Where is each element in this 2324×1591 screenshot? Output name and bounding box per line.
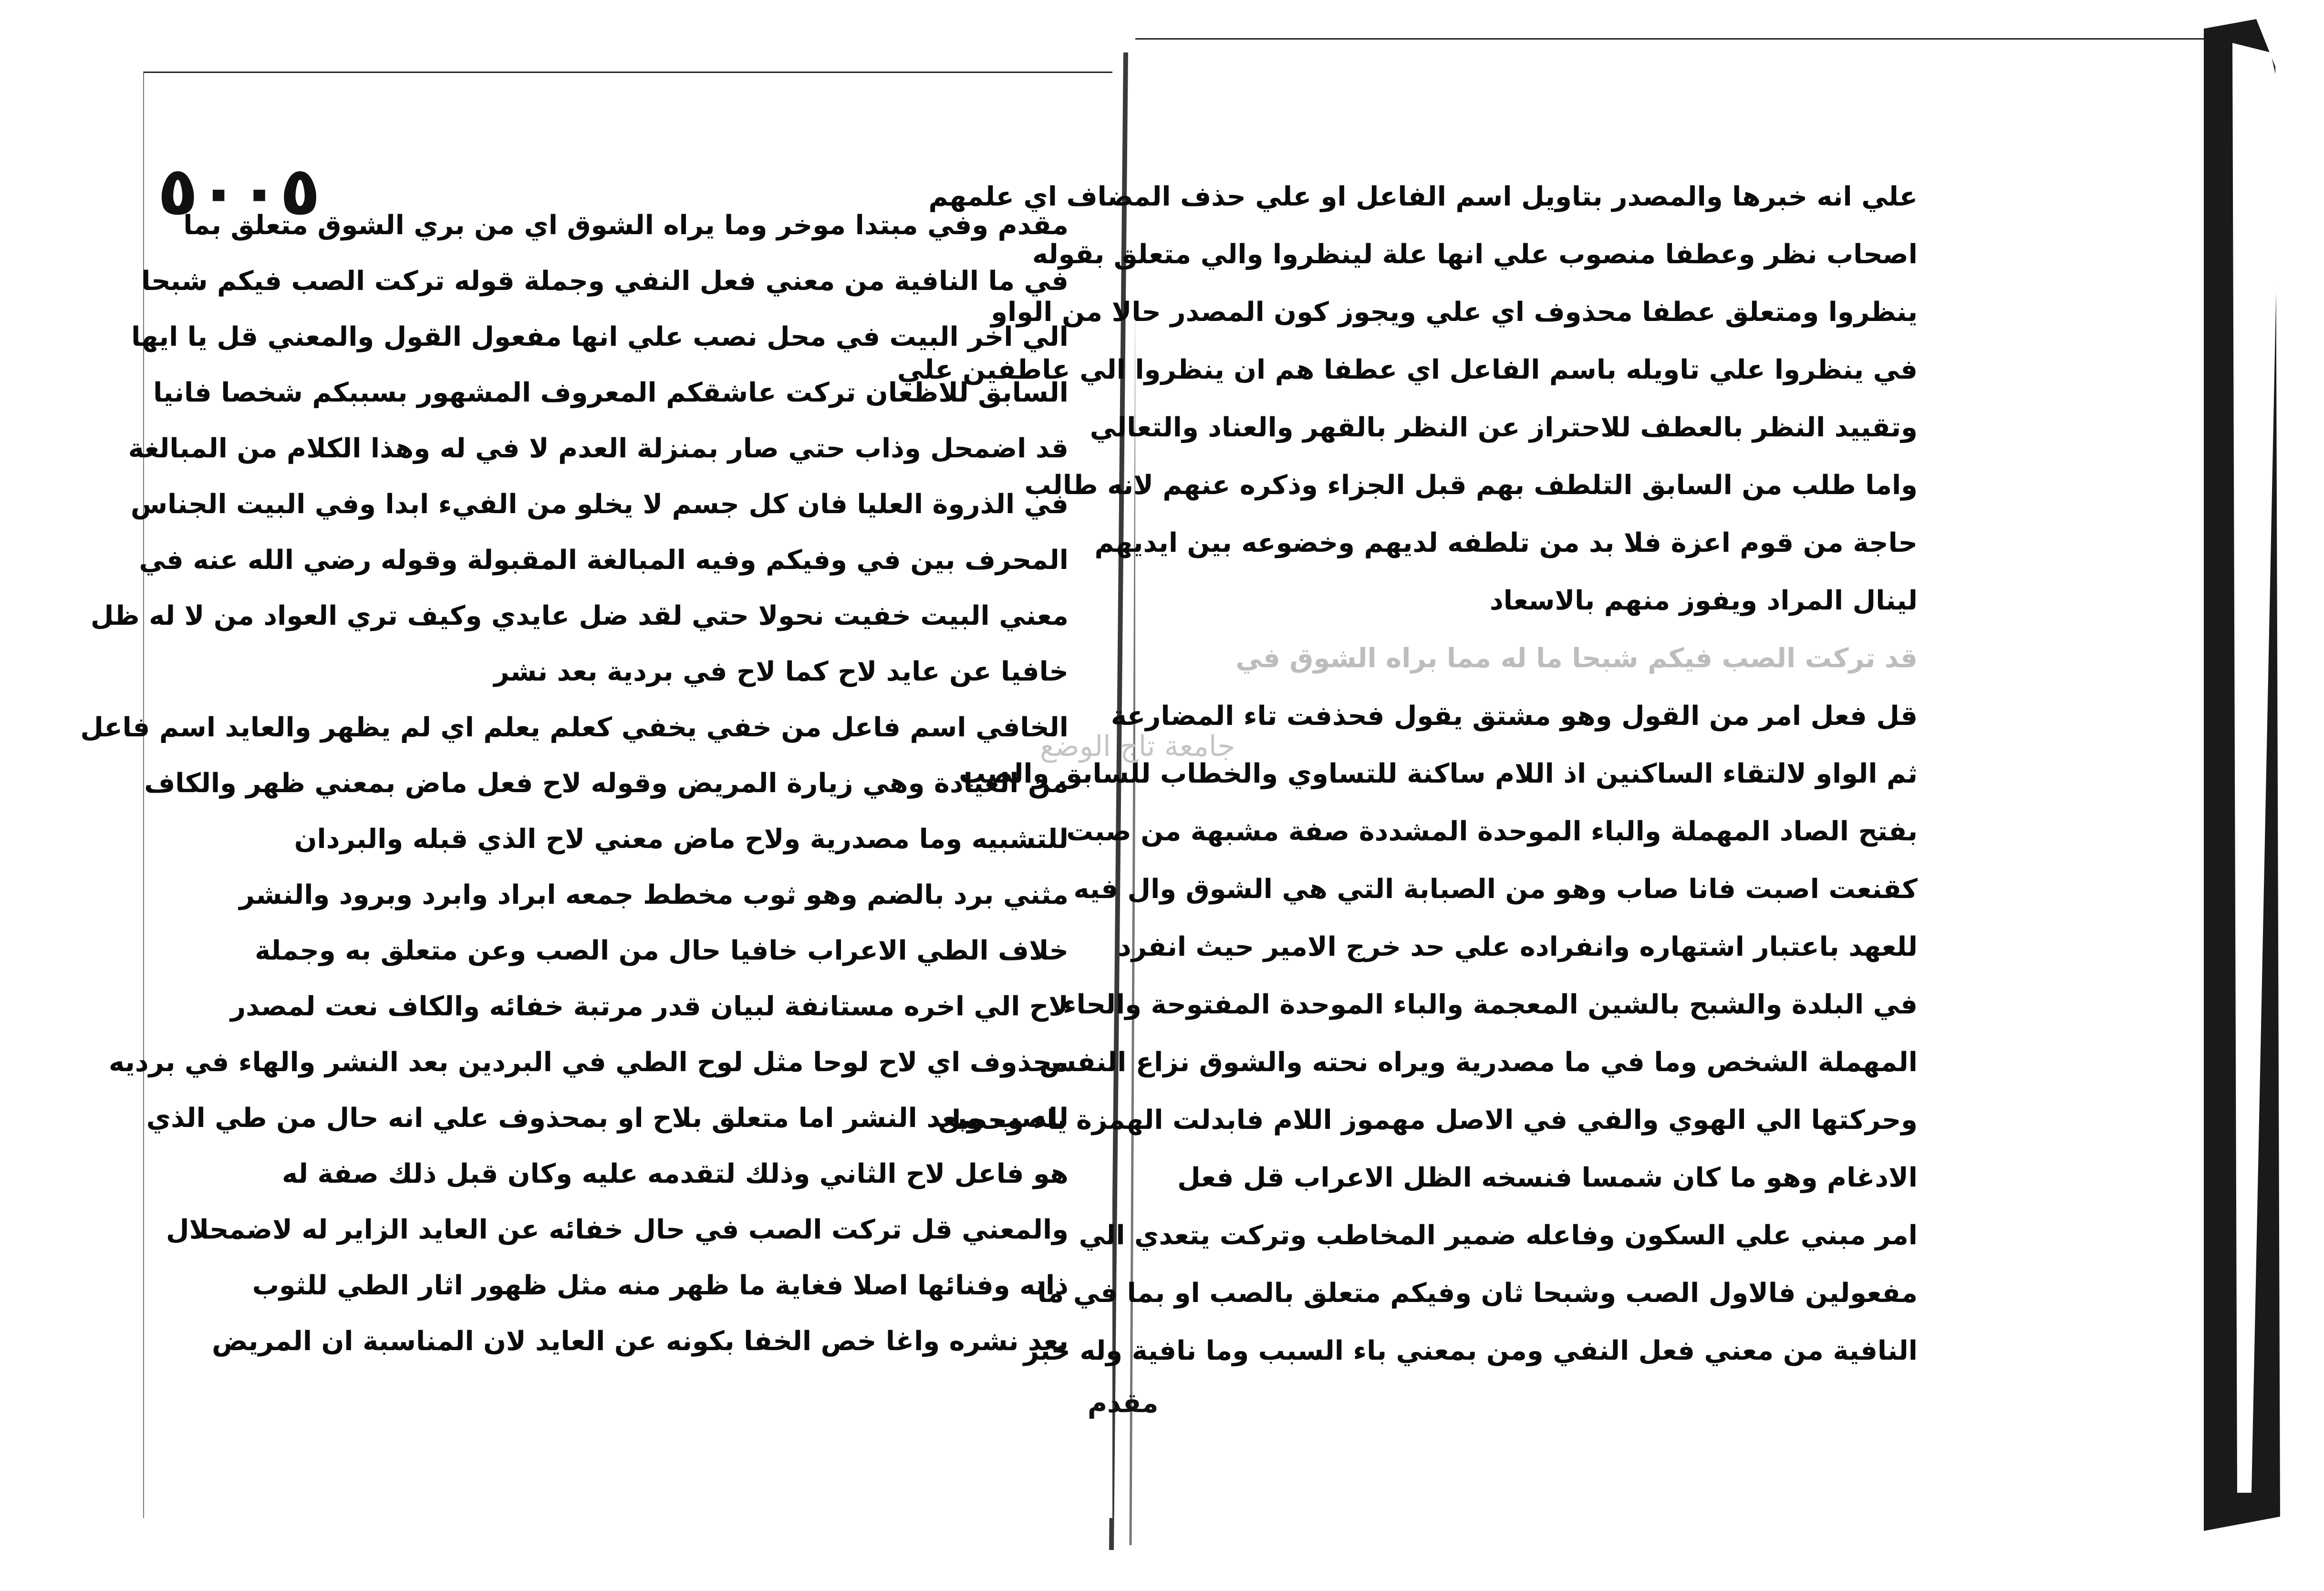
right-page-line: وتقييد النظر بالعطف للاحتراز عن النظر بالقهر والعناد والتعالي — [1089, 412, 1918, 443]
left-page-line: ذاته وفنائها اصلا فغاية ما ظهر منه مثل ظهور اثار الطي للثوب — [252, 1270, 1069, 1301]
right-page-line: قد تركت الصب فيكم شبحا ما له مما براه الشوق في — [1235, 643, 1918, 674]
left-page-line: معني البيت خفيت نحولا حتي لقد ضل عايدي وكيف تري العواد من لا له ظل — [90, 600, 1069, 631]
left-page-line: في ما النافية من معني فعل النفي وجملة قوله تركت الصب فيكم شبحا — [141, 266, 1069, 297]
right-page-line: وحركتها الي الهوي والفي في الاصل مهموز اللام فابدلت الهمزة ياء وحصل — [937, 1105, 1918, 1136]
right-page-line: امر مبني علي السكون وفاعله ضمير المخاطب وتركت يتعدي الي — [1079, 1220, 1918, 1251]
right-page-line: علي انه خبرها والمصدر بتاويل اسم الفاعل او علي حذف المضاف اي علمهم — [928, 181, 1918, 212]
right-page-line: للعهد باعتبار اشتهاره وانفراده علي حد خرج الامير حيث انفرد — [1117, 931, 1918, 962]
left-page-line: السابق للاظعان تركت عاشقكم المعروف المشهور بسببكم شخصا فانيا — [153, 377, 1069, 408]
left-page-line: الي اخر البيت في محل نصب علي انها مفعول القول والمعني قل يا ايها — [131, 321, 1069, 352]
left-page-line: في الذروة العليا فان كل جسم لا يخلو من الفيء ابدا وفي البيت الجناس — [130, 489, 1069, 520]
catchword: مقدم — [1088, 1388, 1159, 1419]
left-page-line: المحرف بين في وفيكم وفيه المبالغة المقبولة وقوله رضي الله عنه في — [139, 545, 1069, 576]
left-page-line: خلاف الطي الاعراب خافيا حال من الصب وعن متعلق به وجملة — [255, 935, 1069, 966]
library-stamp: جامعة تاج الوضع — [1040, 730, 1235, 763]
right-page-line: اصحاب نظر وعطفا منصوب علي انها علة لينظروا والي متعلق بقوله — [1032, 239, 1918, 270]
left-page-line: قد اضمحل وذاب حتي صار بمنزلة العدم لا في له وهذا الكلام من المبالغة — [128, 433, 1069, 464]
right-page-line: حاجة من قوم اعزة فلا بد من تلطفه لديهم وخضوعه بين ايديهم — [1094, 527, 1918, 558]
left-page-line: للصب وبعد النشر اما متعلق بلاح او بمحذوف علي انه حال من طي الذي — [146, 1103, 1069, 1134]
left-page-line: مثني برد بالضم وهو ثوب مخطط جمعه ابراد وابرد وبرود والنشر — [239, 879, 1069, 910]
right-page-line: بفتح الصاد المهملة والباء الموحدة المشددة صفة مشبهة من صبت — [1066, 816, 1918, 847]
left-page-line: لاح الي اخره مستانفة لبيان قدر مرتبة خفائه والكاف نعت لمصدر — [230, 991, 1069, 1022]
right-page-line: قل فعل امر من القول وهو مشتق يقول فحذفت تاء المضارعة — [1110, 701, 1918, 732]
left-page-line: هو فاعل لاح الثاني وذلك لتقدمه عليه وكان قبل ذلك صفة له — [282, 1158, 1069, 1189]
right-page-line: كقنعت اصبت فانا صاب وهو من الصبابة التي هي الشوق وال فيه — [1073, 874, 1918, 905]
left-page-line: والمعني قل تركت الصب في حال خفائه عن العايد الزاير له لاضمحلال — [166, 1214, 1069, 1245]
right-page-line: في البلدة والشبح بالشين المعجمة والباء الموحدة المفتوحة والحاء — [1062, 989, 1918, 1020]
folio-number: ٥٠٠٥ — [157, 153, 321, 230]
left-page-text — [80, 210, 1069, 1383]
left-page-line: مقدم وفي مبتدا موخر وما يراه الشوق اي من بري الشوق متعلق بما — [183, 210, 1069, 241]
right-page-line: في ينظروا علي تاويله باسم الفاعل اي عطفا هم ان ينظروا الي عاطفين علي — [897, 354, 1918, 385]
left-page-line: الخافي اسم فاعل من خفي يخفي كعلم يعلم اي لم يظهر والعايد اسم فاعل — [80, 712, 1069, 743]
left-page-line: محذوف اي لاح لوحا مثل لوح الطي في البردين بعد النشر والهاء في برديه — [108, 1047, 1069, 1078]
left-page-line: بعد نشره واغا خص الخفا بكونه عن العايد لان المناسبة ان المريض — [212, 1326, 1069, 1357]
left-page-line: للتشبيه وما مصدرية ولاح ماض معني لاح الذي قبله والبردان — [294, 824, 1069, 855]
right-page-line: واما طلب من السابق التلطف بهم قبل الجزاء وذكره عنهم لانه طالب — [1024, 470, 1918, 501]
right-page-line: ينظروا ومتعلق عطفا محذوف اي علي ويجوز كون المصدر حالا من الواو — [991, 297, 1918, 328]
right-page-line: المهملة الشخص وما في ما مصدرية ويراه نحته والشوق نزاع النفس — [1039, 1047, 1918, 1078]
right-page-line: ثم الواو لالتقاء الساكنين اذ اللام ساكنة للتساوي والخطاب للسابق والصب — [959, 758, 1918, 789]
right-page-line: مفعولين فالاول الصب وشبحا ثان وفيكم متعلق بالصب او بما في ما — [1037, 1278, 1918, 1309]
left-page-line: خافيا عن عايد لاح كما لاح في بردية بعد نشر — [494, 656, 1069, 687]
right-page-line: النافية من معني فعل النفي ومن بمعني باء السبب وما نافية وله خبر — [1023, 1335, 1918, 1366]
left-page-line: من العيادة وهي زيارة المريض وقوله لاح فعل ماض بمعني ظهر والكاف — [144, 768, 1069, 799]
right-page-line: لينال المراد ويفوز منهم بالاسعاد — [1490, 585, 1918, 616]
right-page-line: الادغام وهو ما كان شمسا فنسخه الظل الاعراب قل فعل — [1177, 1162, 1918, 1193]
